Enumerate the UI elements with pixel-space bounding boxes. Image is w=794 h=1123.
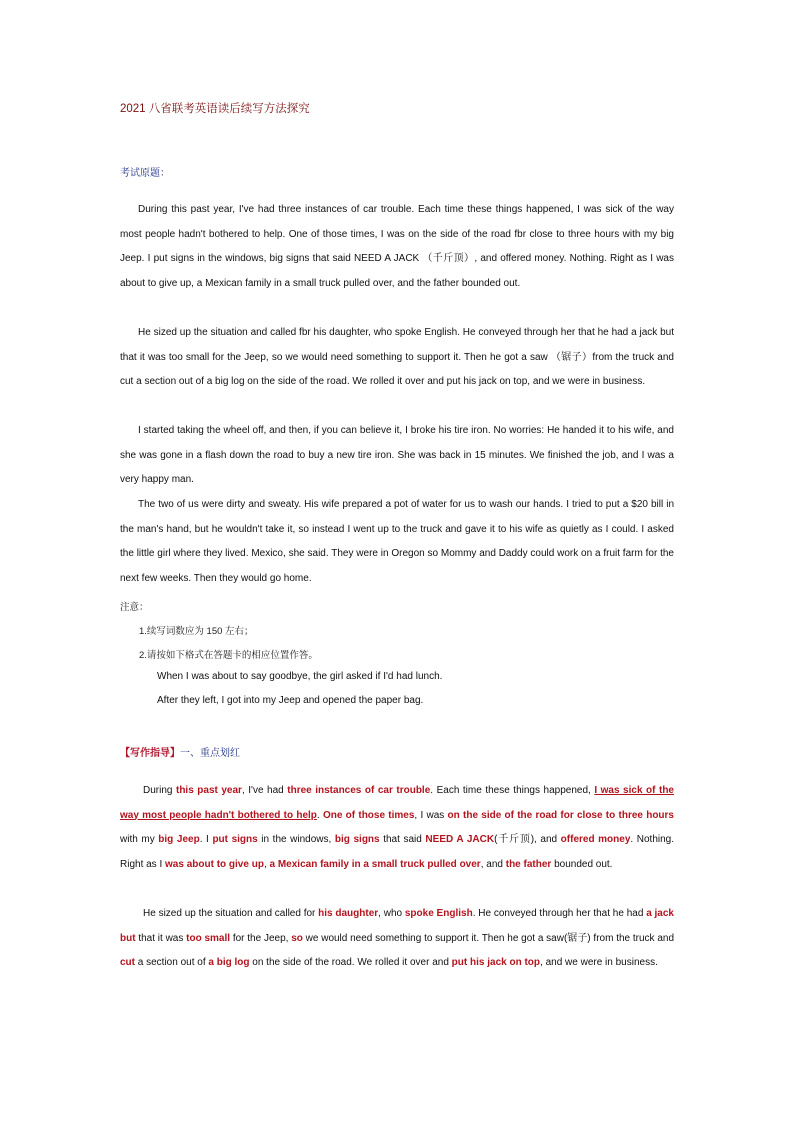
highlighted-phrase: his daughter [318,908,379,919]
text-segment: in the windows, [257,834,335,845]
marked-paragraph-2 [120,902,674,976]
highlighted-phrase: put signs [212,834,258,845]
page-title: 2021 八省联考英语读后续写方法探究 [120,103,310,115]
highlighted-phrase: three instances of car trouble [287,785,431,796]
text-segment: , who [378,908,405,919]
highlighted-phrase: on the side of the road for close to three hours [447,809,674,821]
text-segment: During [143,785,176,796]
highlighted-phrase: big signs [334,834,380,845]
text-segment: . Each time these things happened, [430,785,595,796]
exam-paragraph-1: During this past year, I've had three instances of car trouble. Each time these things happened, I was sick of the way most people hadn't bothered to help. One of those times, I was on the side of the road fbr close to three hours with my big Jeep. I put signs in the windows, big signs that said NEED A JACK （千斤顶）, and offered money. Nothing. Right as I was about to give up, a Mexican family in a small truck pulled over, and the father bounded out. [120,204,674,289]
marked-paragraph-1 [120,779,674,877]
highlighted-phrase: was about to give up [165,858,264,870]
highlighted-phrase: put his jack on top [451,957,541,968]
continuation-line-1: When I was about to say goodbye, the girl asked if I'd had lunch. [157,671,443,682]
exam-label: 考试原题： [120,168,170,179]
text-segment: bounded out. [551,858,613,870]
highlighted-phrase: a Mexican family in a small truck pulled over [269,858,481,870]
continuation-line-2: After they left, I got into my Jeep and opened the paper bag. [157,695,424,706]
text-segment: , I've had [241,785,288,796]
text-segment: on the side of the road. We rolled it over and [249,957,452,968]
exam-paragraph-2: He sized up the situation and called fbr his daughter, who spoke English. He conveyed through her that he had a jack but that it was too small for the Jeep, so we would need something to support it. Then he got a saw （锯子）from the truck and cut a section out of a big log on the side of the road. We rolled it over and put his jack on top, and we were in business. [120,327,674,387]
guide-section-label: 一、重点划红 [180,748,240,759]
text-segment: . He conveyed through her that he had [472,908,647,919]
highlighted-phrase: I was sick of the way most people hadn't bothered to help [120,785,674,821]
text-segment: , and we were in business. [540,957,658,968]
exam-paragraph-4: The two of us were dirty and sweaty. His wife prepared a pot of water for us to wash our hands. I tried to put a $20 bill in the man's hand, but he wouldn't take it, so instead I went up to the truck and gave it to his wife as quietly as I could. I asked the little girl where they lived. Mexico, she said. They were in Oregon so Mommy and Daddy could work on a fruit farm for the next few weeks. Then they would go home. [120,499,674,584]
text-segment: . I [199,834,213,845]
text-segment: with my [120,834,159,845]
highlighted-phrase: One of those times [322,809,415,821]
text-segment: that said [379,834,426,845]
highlighted-phrase: a jack but [120,908,674,944]
highlighted-phrase: NEED A JACK [425,834,495,845]
highlighted-phrase: cut [120,957,135,968]
highlighted-phrase: the father [505,858,552,870]
text-segment: a section out of [135,957,209,968]
highlighted-phrase: so [291,932,303,944]
writing-guide-heading [120,744,240,759]
text-segment: . [316,809,323,821]
note-item-1: 1.续写词数应为 150 左右； [139,626,254,637]
highlighted-phrase: spoke English [404,908,473,919]
highlighted-phrase: this past year [175,785,242,796]
highlighted-phrase: a big log [208,957,250,968]
highlighted-phrase: big Jeep [158,834,200,845]
text-segment: He sized up the situation and called for [143,908,319,919]
text-segment: , and [480,858,506,870]
exam-paragraph-3: I started taking the wheel off, and then, if you can believe it, I broke his tire iron. No worries: He handed it to his wife, and she was gone in a flash down the road to buy a new tire iron. She was back in 15 minutes. We finished the job, and I was a very happy man. [120,425,674,485]
text-segment: (千斤顶), and [494,834,561,845]
text-segment: we would need something to support it. Then he got a saw(锯子) from the truck and [302,932,675,944]
notes-label: 注意： [120,602,149,613]
highlighted-phrase: too small [186,932,231,944]
text-segment: , I was [414,809,448,821]
text-segment: for the Jeep, [230,932,292,944]
text-segment: that it was [135,932,187,944]
note-item-2: 2.请按如下格式在答题卡的相应位置作答。 [139,650,318,661]
text-segment: . Nothing. Right as I [120,834,675,870]
guide-bracket-label: 【写作指导】 [120,748,180,759]
text-segment: , [263,858,270,870]
highlighted-phrase: offered money [560,834,631,845]
